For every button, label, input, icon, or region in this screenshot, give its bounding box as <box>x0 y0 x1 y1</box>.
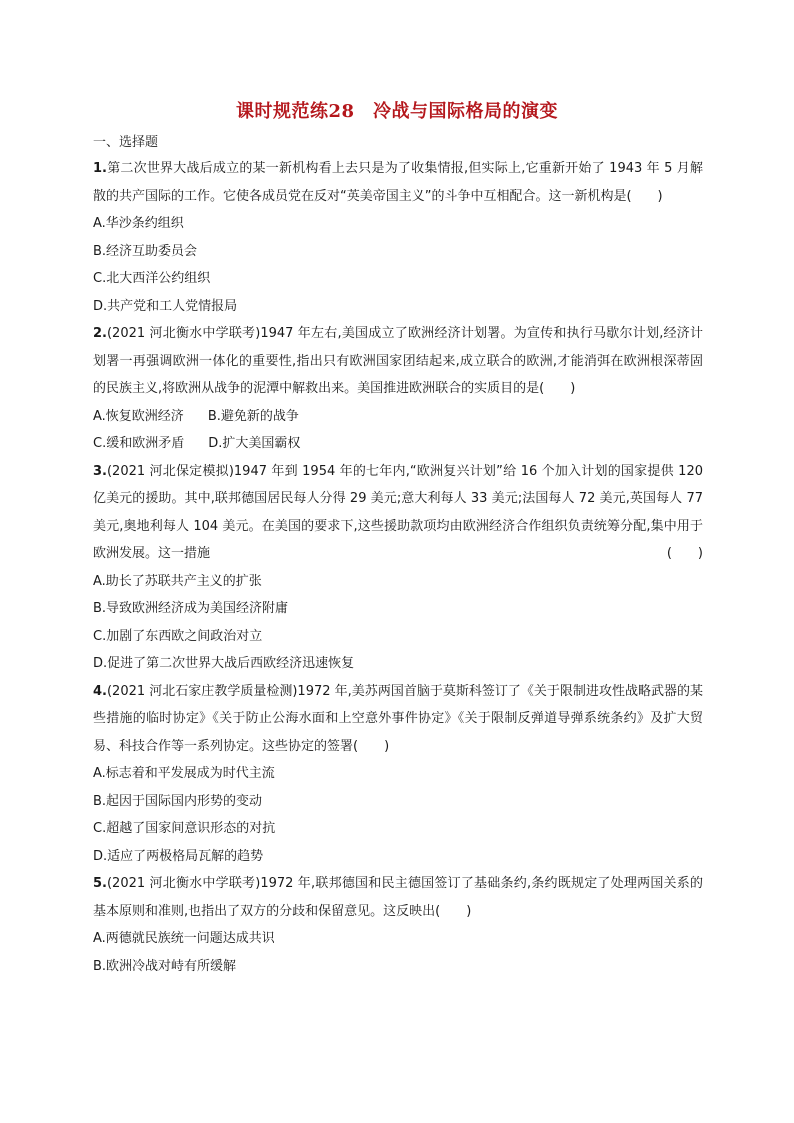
question-number: 5. <box>93 876 107 891</box>
option-b: B.欧洲冷战对峙有所缓解 <box>93 958 237 974</box>
option-b: B.导致欧洲经济成为美国经济附庸 <box>93 601 289 616</box>
section-heading: 一、选择题 <box>93 135 159 150</box>
option-d: D.适应了两极格局瓦解的趋势 <box>93 848 264 864</box>
option-b: B.避免新的战争 <box>207 408 299 424</box>
question-2 <box>93 320 703 458</box>
option-c: C.加剧了东西欧之间政治对立 <box>93 628 263 644</box>
question-text: (2021 河北衡水中学联考)1972 年,联邦德国和民主德国签订了基础条约,条约既规定了处理两国关系的基本原则和准则,也指出了双方的分歧和保留意见。这反映出( ) <box>93 876 703 919</box>
option-a: A.两德就民族统一问题达成共识 <box>93 931 275 946</box>
question-3 <box>93 458 703 678</box>
option-d: D.共产党和工人党情报局 <box>93 298 238 314</box>
option-b: B.经济互助委员会 <box>93 243 198 259</box>
question-stem <box>93 155 703 210</box>
question-number: 3. <box>93 463 107 479</box>
question-stem <box>93 458 703 568</box>
option-c: C.北大西洋公约组织 <box>93 271 211 286</box>
question-4 <box>93 678 703 871</box>
question-text: (2021 河北衡水中学联考)1947 年左右,美国成立了欧洲经济计划署。为宣传和执行马歇尔计划,经济计划署一再强调欧洲一体化的重要性,指出只有欧洲国家团结起来,成立联合的欧洲,才能消弭在欧洲根深蒂固的民族主义,将欧洲从战争的泥潭中解救出来。美国推进欧洲联合的实质目的是( ) <box>93 326 703 396</box>
question-stem <box>93 320 703 403</box>
question-text: (2021 河北保定模拟)1947 年到 1954 年的七年内,“欧洲复兴计划”给 16 个加入计划的国家提供 120 亿美元的援助。其中,联邦德国居民每人分得 29 美元;意大利每人 33 美元;法国每人 72 美元,英国每人 77 美元,奥地利每人 104 美元。在美国的要求下,这些援助款项均由欧洲经济合作组织负责统筹分配,集中用于欧洲发展。这一措施 <box>93 463 703 561</box>
question-number: 2. <box>93 326 107 341</box>
option-row <box>93 403 703 431</box>
option-b: B.起因于国际国内形势的变动 <box>93 793 263 809</box>
question-text: (2021 河北石家庄教学质量检测)1972 年,美苏两国首脑于莫斯科签订了《关于限制进攻性战略武器的某些措施的临时协定》《关于防止公海水面和上空意外事件协定》《关于限制反弹道导弹系统条约》及扩大贸易、科技合作等一系列协定。这些协定的签署( ) <box>93 683 703 754</box>
question-5 <box>93 870 703 980</box>
option-d: D.扩大美国霸权 <box>208 436 301 451</box>
page-title: 课时规范练28 冷战与国际格局的演变 <box>235 101 559 122</box>
option-a: A.华沙条约组织 <box>93 216 184 231</box>
content <box>93 133 703 980</box>
answer-bracket: ( ) <box>666 546 703 561</box>
option-a: A.恢复欧洲经济 <box>93 408 184 424</box>
option-c: C.超越了国家间意识形态的对抗 <box>93 821 276 836</box>
question-1 <box>93 155 703 320</box>
option-row <box>93 430 703 458</box>
question-stem <box>93 870 703 925</box>
option-a: A.助长了苏联共产主义的扩张 <box>93 573 262 589</box>
question-number: 1. <box>93 161 107 176</box>
question-text: 第二次世界大战后成立的某一新机构看上去只是为了收集情报,但实际上,它重新开始了 1943 年 5 月解散的共产国际的工作。它使各成员党在反对“英美帝国主义”的斗争中互相配合。这一新机构是( ) <box>93 161 703 204</box>
question-number: 4. <box>93 683 107 699</box>
option-a: A.标志着和平发展成为时代主流 <box>93 766 275 781</box>
option-d: D.促进了第二次世界大战后西欧经济迅速恢复 <box>93 656 355 671</box>
question-stem <box>93 678 703 761</box>
option-c: C.缓和欧洲矛盾 <box>93 436 185 451</box>
